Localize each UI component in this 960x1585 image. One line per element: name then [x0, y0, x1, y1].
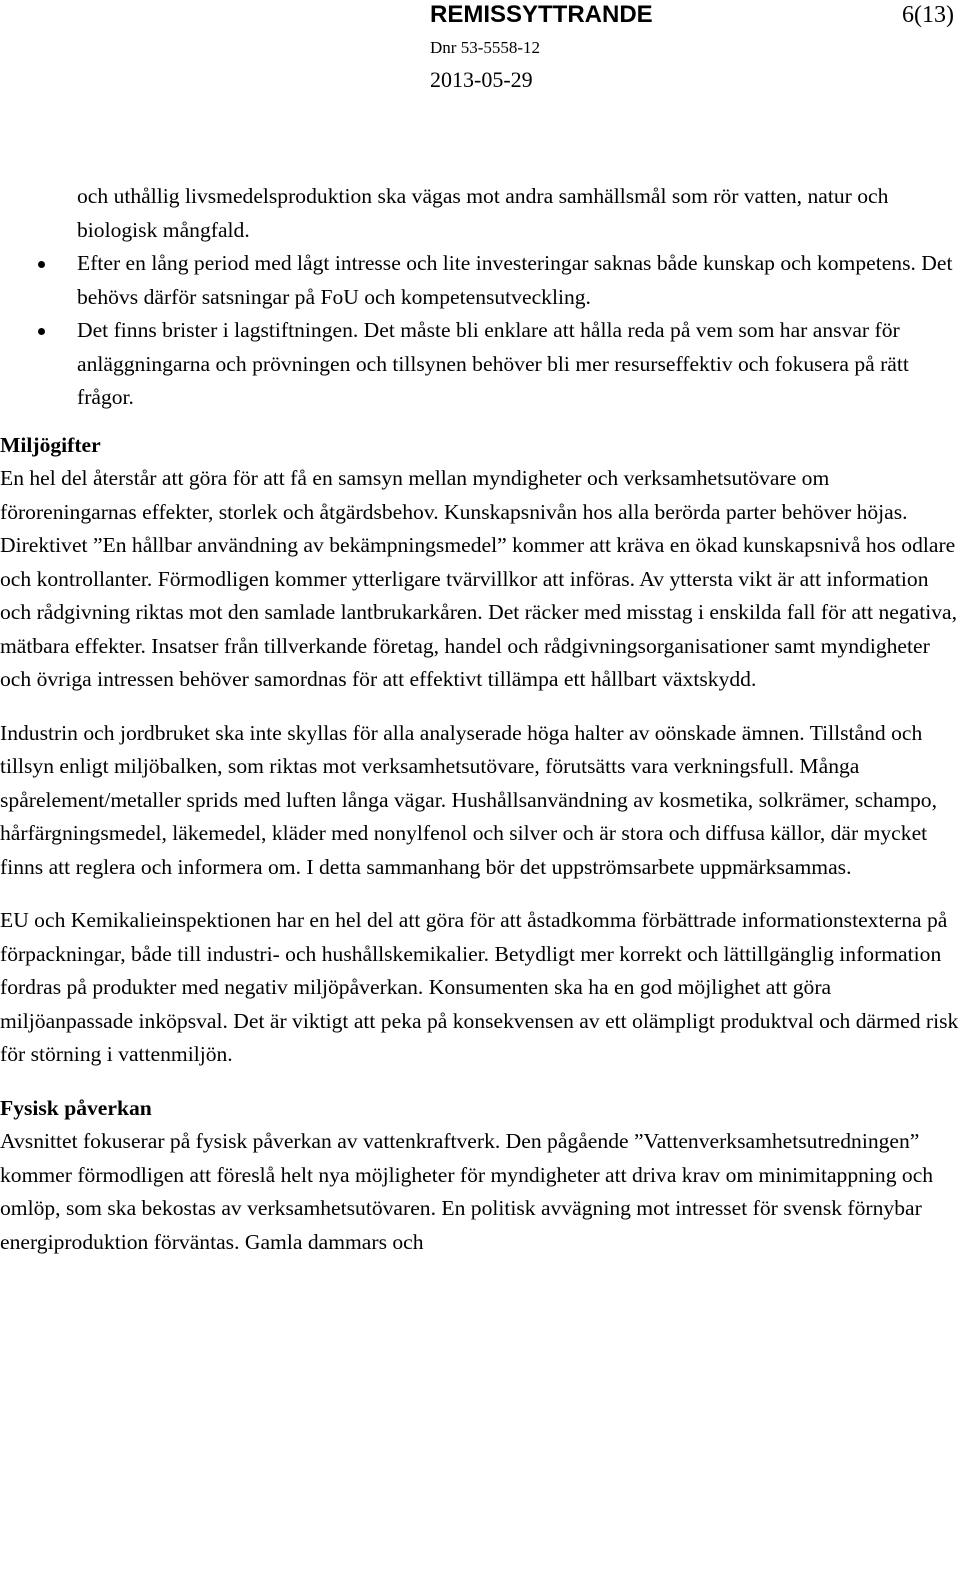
bullet-item	[0, 247, 960, 314]
bullet-list	[0, 247, 960, 415]
document-type-title: REMISSYTTRANDE	[430, 1, 653, 28]
bullet-text: Efter en lång period med lågt intresse och lite investeringar saknas både kunskap och kompetens. Det behövs därför satsningar på FoU och kompetensutveckling.	[77, 251, 953, 309]
section-heading-fysisk-paverkan: Fysisk påverkan	[0, 1095, 152, 1120]
bullet-item	[0, 314, 960, 415]
registration-number: Dnr 53-5558-12	[430, 38, 541, 57]
page-number: 6(13)	[902, 2, 954, 28]
document-body	[0, 180, 960, 1259]
bullet-continuation: och uthållig livsmedelsproduktion ska vägas mot andra samhällsmål som rör vatten, natur och biologisk mångfald.	[77, 184, 889, 242]
paragraph: Avsnittet fokuserar på fysisk påverkan av vattenkraftverk. Den pågående ”Vattenverksamhetsutredningen” kommer förmodligen att föreslå helt nya möjligheter för myndigheter att driva krav om minimitappning och omlöp, som ska bekostas av verksamhetsutövaren. En politisk avvägning mot intresset för svensk förnybar energiproduktion förväntas. Gamla dammars och	[0, 1129, 934, 1254]
bullet-icon	[38, 328, 45, 335]
paragraph: EU och Kemikalieinspektionen har en hel del att göra för att åstadkomma förbättrade informationstexterna på förpackningar, både till industri- och hushållskemikalier. Betydligt mer korrekt och lättillgänglig information fordras på produkter med negativ miljöpåverkan. Konsumenten ska ha en god möjlighet att göra miljöanpassade inköpsval. Det är viktigt att peka på konsekvensen av ett olämpligt produktval och därmed risk för störning i vattenmiljön.	[0, 908, 959, 1066]
section-heading-miljogifter: Miljögifter	[0, 432, 101, 457]
paragraph: En hel del återstår att göra för att få en samsyn mellan myndigheter och verksamhetsutövare om föroreningarnas effekter, storlek och åtgärdsbehov. Kunskapsnivån hos alla berörda parter behöver höjas. Direktivet ”En hållbar användning av bekämpningsmedel” kommer att kräva en ökad kunskapsnivå hos odlare och kontrollanter. Förmodligen kommer ytterligare tvärvillkor att införas. Av yttersta vikt är att information och rådgivning riktas mot den samlade lantbrukarkåren. Det räcker med misstag i enskilda fall för att negativa, mätbara effekter. Insatser från tillverkande företag, handel och rådgivningsorganisationer samt myndigheter och övriga intressen behöver samordnas för att effektivt tillämpa ett hållbart växtskydd.	[0, 466, 957, 691]
document-date: 2013-05-29	[430, 67, 533, 92]
bullet-icon	[38, 261, 45, 268]
bullet-text: Det finns brister i lagstiftningen. Det måste bli enklare att hålla reda på vem som har ansvar för anläggningarna och prövningen och tillsynen behöver bli mer resurseffektiv och fokusera på rätt frågor.	[77, 318, 909, 409]
paragraph: Industrin och jordbruket ska inte skyllas för alla analyserade höga halter av oönskade ämnen. Tillstånd och tillsyn enligt miljöbalken, som riktas mot verksamhetsutövare, förutsätts vara verkningsfull. Många spårelement/metaller sprids med luften långa vägar. Hushållsanvändning av kosmetika, solkrämer, schampo, hårfärgningsmedel, läkemedel, kläder med nonylfenol och silver och är stora och diffusa källor, där mycket finns att reglera och informera om. I detta sammanhang bör det uppströmsarbete uppmärksammas.	[0, 720, 937, 879]
